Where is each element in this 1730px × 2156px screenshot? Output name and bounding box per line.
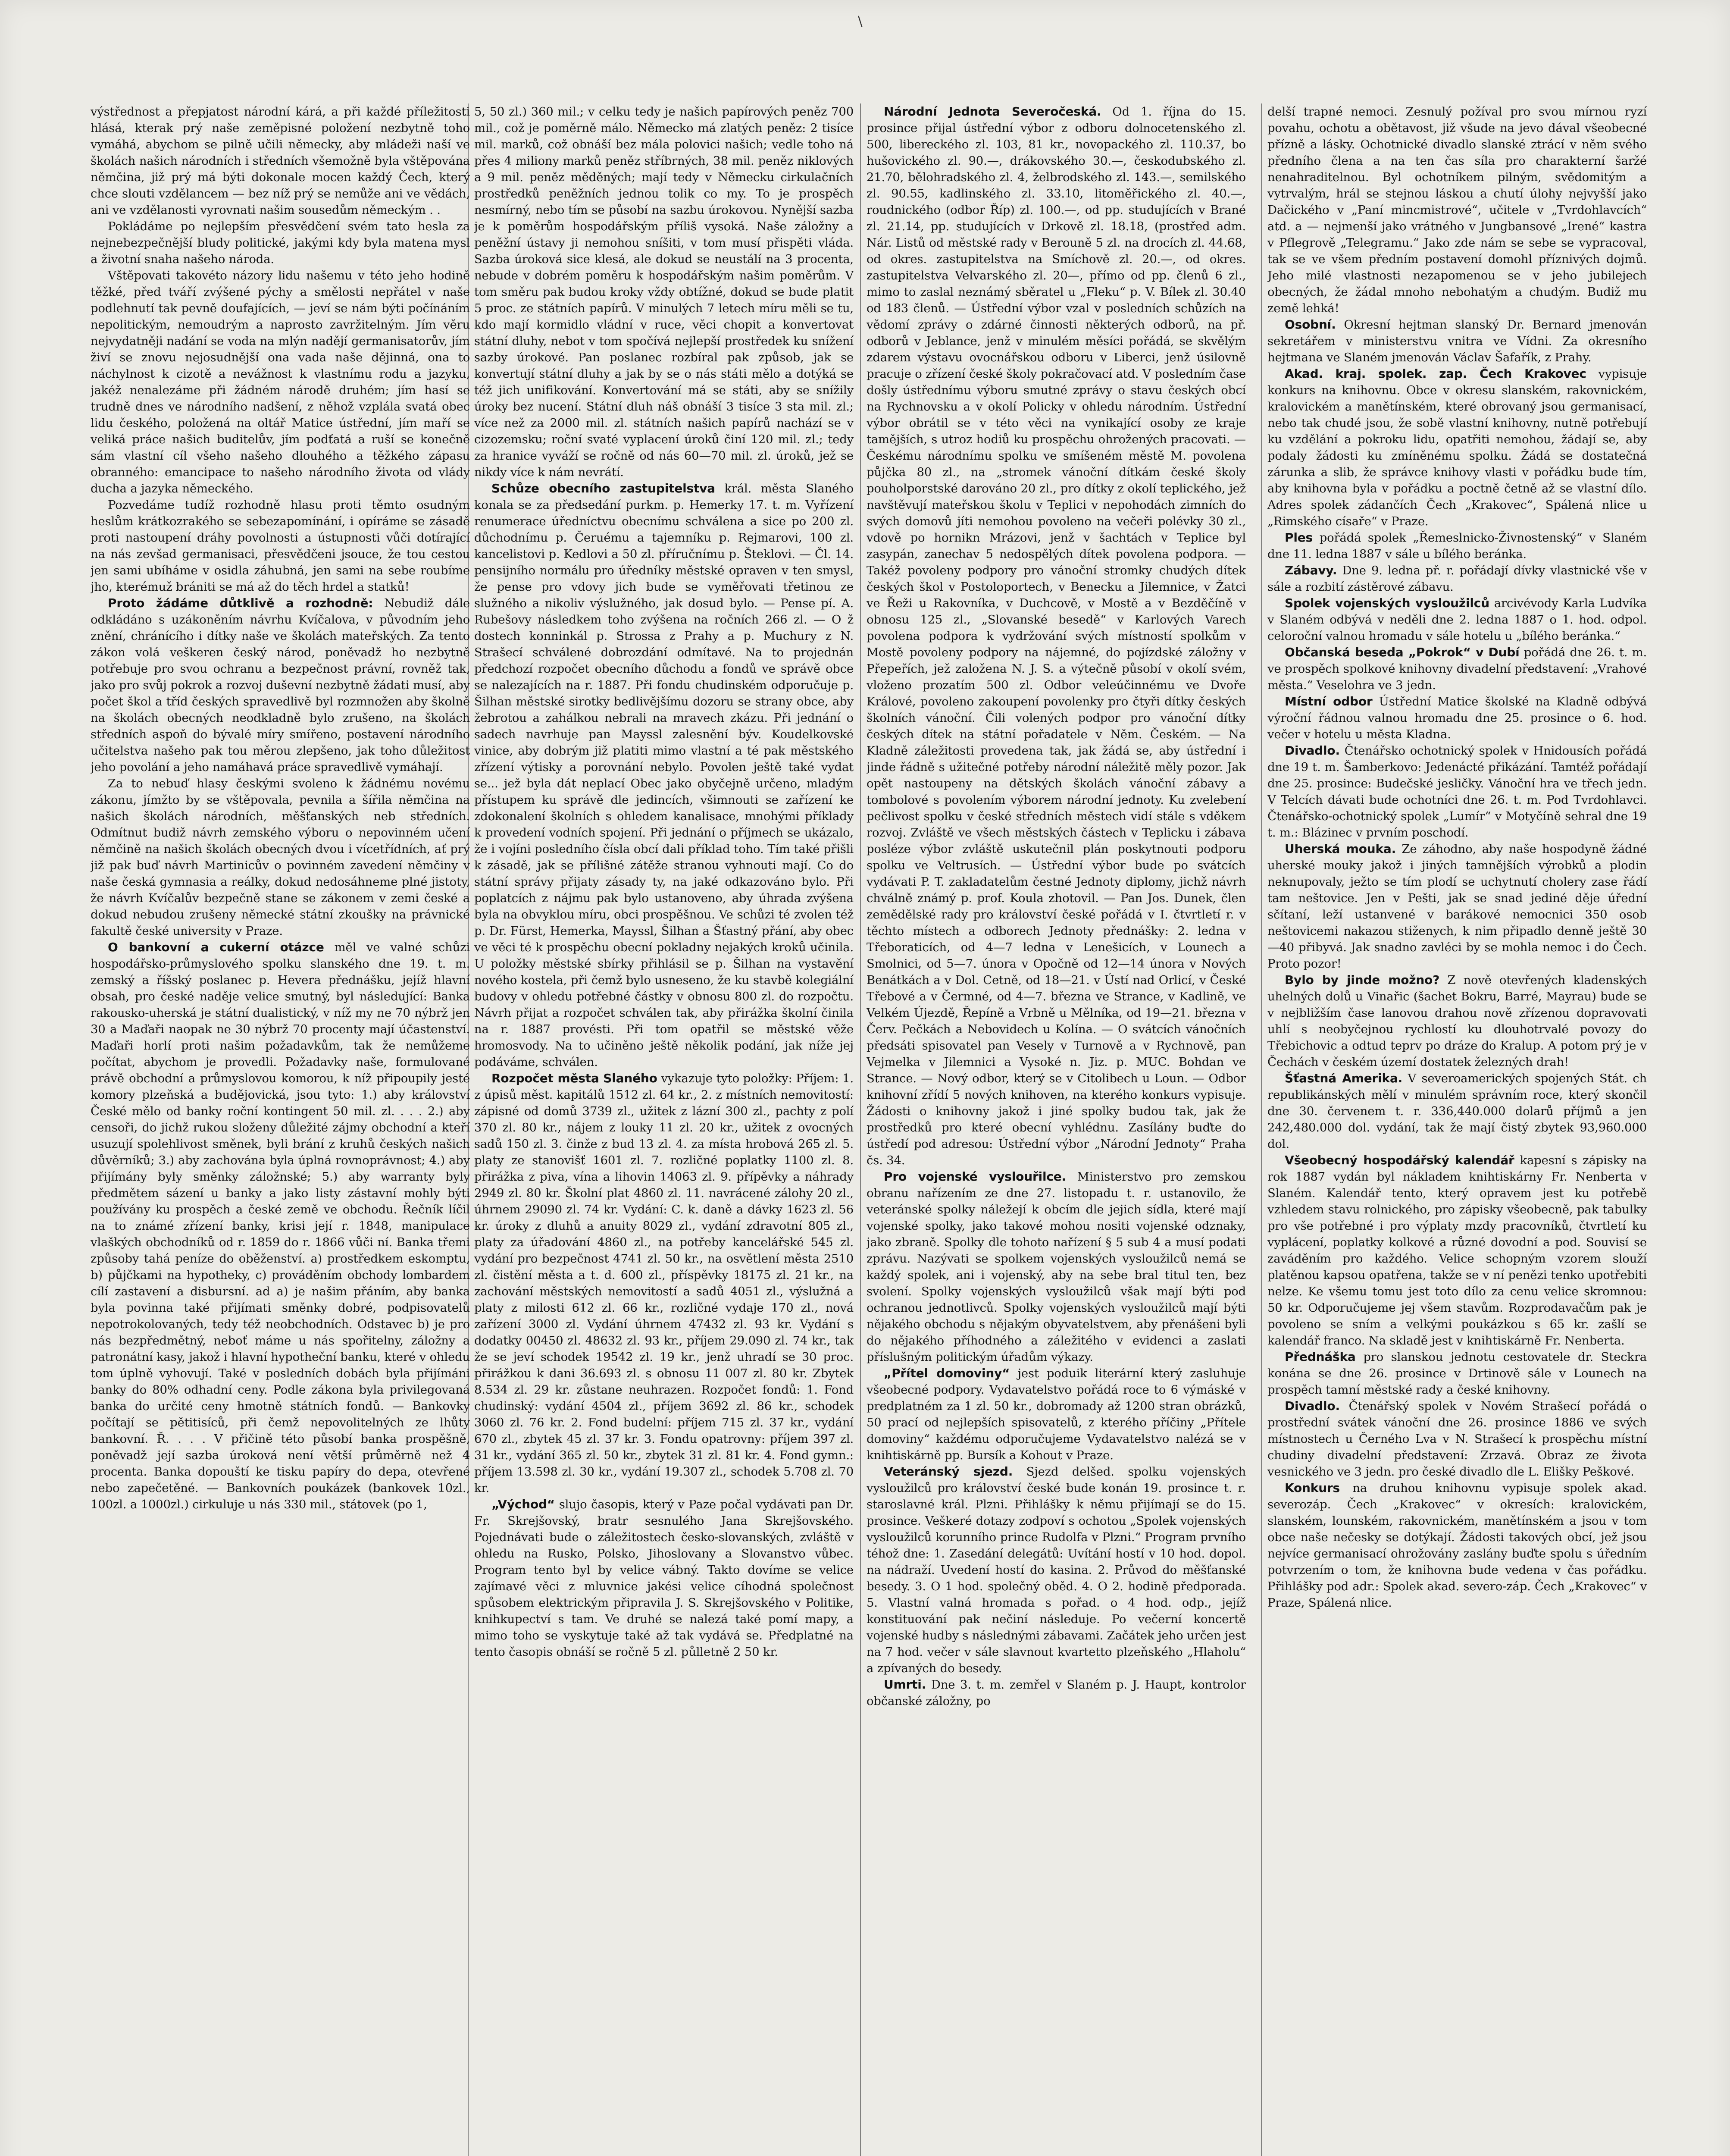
article-text: měl ve valné schůzi hospodářsko-průmyslového spolku slanského dne 19. t. m. zemský a říšský poslanec p. Hevera přednášku, jejíž hlavní obsah, pro české naděje velice smutný, byl následující: Banka rakousko-uherská je státní dualistický, v níž my ne 70 nýbrž jen 30 a Maďaři naopak ne 30 nýbrž 70 procenty mají účastenství. Maďaři horlí proti našim požadavkům, tak že nemůžeme počítat, abychom je provedli. Požadavky naše, formulované právě obchodní a průmyslovou komorou, k níž připoupily jesté komory plzeňská a budějovická, jsou tyto: 1.) aby království České mělo od banky roční kontingent 50 mil. zl. . . . 2.) aby censoři, do jichž rukou složeny důležité zájmy obchodní a kteří usuzují spolehlivost směnek, byli brání z kruhů českých našich důvěrníků; 3.) aby zachována byla úplná rovnoprávnost; 4.) aby přijímány byly směnky záložnské; 5.) aby warranty byly předmětem sázení u banky a jako listy zástavní mohly býti používány ku prospěch a české země ve obchodu. Řečník líčil na to známé zřízení banky, krisi její r. 1848, manipulace vlaškých obchodníků od r. 1859 do r. 1866 vůči ní. Banka třemi způsoby tahá peníze do oběženství. a) prostředkem eskomptu, b) půjčkami na hypotheky, c) prováděním obchody lombardem cílí zastavení a disbursní. ad a) je našim přáním, aby banka byla povinna také přijímati směnky dobré, podpisovatelů nepotrokolovaných, tedy též neobchodních. Odstavec b) je pro nás bezpředmětný, neboť máme u nás spořitelny, záložny a patronátní kasy, jakož i hlavní hypotheční banku, které v ohledu tom úplně vyhovují. Také v posledních dobách byla přijímáni banky do 80% odhadní ceny. Podle zákona byla privilegovaná banka do určité ceny hmotně státních fondů. — Bankovky počítají se pětitisíců, při čemž nepovolitelných ze lhůty bankovní. Ř. . . . V přičině této působí banka prospěšně, poněvadž její sazba úroková není větší průměrně než 4 procenta. Banka dopouští ke tisku papíry do depa, otevřené nebo zapečetěné. — Bankovních poukázek (bankovek 10zl., 100zl. a 1000zl.) cirkuluje u nás 330 mil., státovek (po 1, xyxy=(91,940,470,1511)
paragraph: Za to nebuď hlasy českými svoleno k žádnému novému zákonu, jímžto by se vštěpovala, pevnila a šířila němčina na našich školách národních, měšťanských neb středních. Odmítnut budiž návrh zemského výboru o nepovinném učení němčině na našich školách obecných dvou i vícetřídních, ať prý již pak buď návrh Martinicův o povinném zavedení němčiny v naše česká gymnasia a reálky, dokud nedosáhneme plné jistoty, že návrh Kvíčalův bezpečně stane se zákonem v zemi české a dokud nebudou zrušeny německé státní zkoušky na právnické fakultě české university v Praze. xyxy=(91,777,470,938)
article-text: Sjezd delšed. spolku vojenských vysloužilců pro království české bude konán 19. prosince t. r. staroslavné král. Plzni. Přihlášky k němu přijímají se do 15. prosince. Veškeré dotazy zodpoví s ochotou „Spolek vojenských vysloužilců korunního prince Rudolfa v Plzni.“ Program prvního téhož dne: 1. Zasedání delegátů: Uvítání hostí v 10 hod. dopol. na nádraží. Uvedení hostí do kasina. 2. Průvod do měšťanské besedy. 3. O 1 hod. společný oběd. 4. O 2. hodině předporada. 5. Vlastní valná hromada s pořad. o 4 hod. odp., jejíž konstituování pak nečiní následuje. Po večerní koncertě vojenské hudby s následnými zábavami. Začátek jeho určen jest na 7 hod. večer v sále slavnout kvartetto plzeňského „Hlaholu“ a zpívaných do besedy. xyxy=(867,1465,1246,1675)
article-heading: Bylo by jinde možno? xyxy=(1285,973,1440,987)
paragraph: Pozvedáme tudíž rozhodně hlasu proti těmto osudným heslům krátkozrakého se sebezapomínání, i opíráme se zásadě proti nastoupení dráhy povolnosti a ústupnosti vůči dotírající na nás zevšad germanisaci, přesvědčeni jsouce, že tou cestou jen sami ubíháme v osidla záhubná, jen sami na sebe roubíme jho, kterémuž brániti se má až do těch hrdel a statků! xyxy=(91,498,470,594)
article-heading: Zábavy. xyxy=(1285,563,1337,577)
column-rule xyxy=(860,103,861,2156)
article-heading: Akad. kraj. spolek. zap. Čech Krakovec xyxy=(1285,367,1586,381)
paragraph: Pokládáme po nejlepším přesvědčení svém tato hesla za nejnebezpečnější bludy politické, jakými kdy byla matena mysl a životní snaha našeho národa. xyxy=(91,219,470,266)
article-heading: Všeobecný hospodářský kalendář xyxy=(1285,1153,1514,1167)
article-heading: Rozpočet města Slaného xyxy=(491,1071,657,1085)
paragraph xyxy=(867,1365,1246,1463)
paragraph xyxy=(1267,1349,1647,1398)
article-text: Ze záhodno, aby naše hospodyně žádné uherské mouky jakož i jiných tamnějších výrobků a plodin neknupovaly, ježto se tím plodí se uchytnutí cholery zase řádí tam neštovice. Jen v Pešti, jak se snad jediné děje úřední sčítaní, leží ustanvené v barákové nemocnici 350 osob neštovicemi nakazou stiženych, k nim připadlo denně ještě 30—40 přibyvá. Jak snadno zavléci by se mohla nemoc i do Čech. Proto pozor! xyxy=(1267,842,1647,971)
article-heading: Národní Jednota Severočeská. xyxy=(884,104,1101,119)
article-text: Z nově otevřených kladenských uhelných dolů u Vinařic (šachet Bokru, Barré, Mayrau) bude se v nejbližším čase lanovou drahou nově zřízenou dopravovati uhlí s neobyčejnou rychlostí ku dlouhotrvalé povozy do Třebichovic a odtud teprv po dráze do Kralup. A potom prý je v Čechách v českém území dostatek železných drah! xyxy=(1267,973,1647,1069)
article-text: slujo časopis, který v Paze počal vydávati pan Dr. Fr. Skrejšovský, bratr sesnulého Jana Skrejšovského. Pojednávati bude o záležitostech česko-slovanských, zvláště v ohledu na Rusko, Polsko, Jihoslovany a Slovanstvo vůbec. Program tento byl by velice vábný. Takto dovíme se velice zajímavé věci z mluvnice jakési velice cíhodná společnost spůsobem elektrickým připravila J. S. Skrejšovského v Politike, knihkupectví s tam. Ve druhé se nalezá také pomí mapy, a mimo toho se vyskytuje také až tak vydává se. Předplatné na tento časopis obnáší se ročně 5 zl. půlletně 2 50 kr. xyxy=(474,1498,854,1659)
article-text: král. města Slaného konala se za předsedání purkm. p. Hemerky 17. t. m. Vyřízení renumerace úředníctvu obecnímu schválena a sice po 200 zl. důchodnímu p. Čeruému a tajemníku p. Rejmarovi, 100 zl. kancelistovi p. Kedlovi a 50 zl. příručnímu p. Šteklovi. — Čl. 14. pensijního normálu pro úředníky městské opraven v ten smysl, že pense pro vdovy jich bude se vyměřovati třetinou ze služného a nikoliv výslužného, jak dosud bylo. — Pense pí. A. Rubešovy následkem toho zvýšena na ročních 266 zl. — O ž dostech konninkál p. Strossa z Prahy a p. Muchury z N. Strašecí schválené dobrozdání odmítavé. Na to projednán předchozí rozpočet obecního důchodu a fondů ve správě obce se nalezajících na r. 1887. Při fondu chudinském odporučuje p. Šilhan městské sirotky bedlivějšímu dozoru se strany obce, aby žebrotou a zahálkou nebrali na mravech zkázu. Při jednání o sadech navrhuje pan Mayssl zalesnění býv. Koudelkovské vinice, aby dobrým již platiti mimo vlastní a té pak městského zřízení výtisky a porovnání nebylo. Povolen ještě také vydat se... jež byla dát neplací Obec jako obyčejně určeno, mladým přístupem ku správě dle jedincích, všimnouti se zařízení ke zdokonalení školních s ohledem kanalisace, mnohými příklady k provedení vodních spojení. Při jednání o příjmech se ukázalo, že i vojíni posledního čísla obcí dali příklad toho. Tím také přišli k zásadě, jak se přílišné zátěže stranou vyhnouti mají. Co do státní správy přijaty zásady ty, na jaké odkazováno bylo. Při poplatcích z nájmu pak bylo ustanoveno, aby úhrada zvýšena byla na obvyklou míru, obci prospěšnou. Ve schůzi té zvolen též p. Dr. Fürst, Hemerka, Mayssl, Šilhan a Šťastný přání, aby obec ve věci té k prospěchu obecní pokladny nejakých kroků učinila. U položky městské sbírky přihlásil se p. Šilhan na vystavění nového kostela, při čemž bylo usneseno, že ku stavbě kolegiální budovy v ohledu potřebné částky v obnosu 800 zl. do rozpočtu. Návrh přijat a rozpočet schválen tak, aby přirážka školní činila na r. 1887 provésti. Při tom opatřil se městské věže hromosvody. Na to učiněno ještě několik podání, jak níže jej podáváme, schválen. xyxy=(474,482,854,1069)
paragraph xyxy=(867,1463,1246,1677)
paragraph xyxy=(1267,693,1647,743)
paragraph xyxy=(1267,317,1647,366)
paragraph xyxy=(867,1677,1246,1709)
article-text: vykazuje tyto položky: Příjem: 1. z úpisů měst. kapitálů 1512 zl. 64 kr., 2. z místních nemovitostí: zápisné od domů 3739 zl., užitek z lázní 300 zl., pachty z polí 370 zl. 80 kr., nájem z louky 11 zl. 20 kr., užitek z ovocných sadů 150 zl. 3. činže z bud 13 zl. 4. za místa hrobová 265 zl. 5. platy ze stanovišť 1601 zl. 7. rozličné poplatky 1100 zl. 8. přirážka z piva, vína a lihovin 14063 zl. 9. přípěvky a náhrady 2949 zl. 80 kr. Školní plat 4860 zl. 11. navrácené zálohy 20 zl., úhrnem 29090 zl. 74 kr. Vydání: C. k. daně a dávky 1623 zl. 56 kr. úroky z dluhů a anuity 8029 zl., vydání zdravotní 805 zl., platy za úřadování 4860 zl., na potřeby kancelářské 545 zl. vydání pro bezpečnost 4741 zl. 50 kr., na osvětlení města 2510 zl. čistění města a t. d. 600 zl., příspěvky 18175 zl. 21 kr., na zachování městských nemovitostí a sadů 4051 zl., výslužná a platy z milosti 612 zl. 66 kr., rozličné vydaje 170 zl., nová zařízení 3000 zl. Vydání úhrnem 47432 zl. 93 kr. Vydání s dodatky 00450 zl. 48632 zl. 93 kr., příjem 29.090 zl. 74 kr., tak že se jeví schodek 19542 zl. 19 kr., jenž uhradí se 30 proc. přirážkou k dani 36.693 zl. s obnosu 11 007 zl. 80 kr. Zbytek 8.534 zl. 29 kr. zůstane neuhrazen. Rozpočet fondů: 1. Fond chudinský: vydání 4504 zl., příjem 3692 zl. 86 kr., schodek 3060 zl. 76 kr. 2. Fond budelní: příjem 715 zl. 37 kr., vydání 670 zl., zbytek 45 zl. 37 kr. 3. Fondu opatrovny: příjem 397 zl. 31 kr., vydání 365 zl. 50 kr., zbytek 31 zl. 81 kr. 4. Fond gymn.: příjem 13.598 zl. 30 kr., vydání 19.307 zl., schodek 5.708 zl. 70 kr. xyxy=(474,1072,854,1495)
paragraph xyxy=(1267,595,1647,644)
article-heading: Divadlo. xyxy=(1285,1399,1340,1413)
article-text: V severoamerických spojených Stát. ch republikánských mělí v minulém správním roce, který skončil dne 30. červenem t. r. 336,440.000 dolarů příjmů a jen 242,480.000 dol. vydání, tak že mají čistý zbytek 93,960.000 dol. xyxy=(1267,1072,1647,1151)
paragraph xyxy=(1267,743,1647,841)
article-text: kapesní s zápisky na rok 1887 vydán byl nákladem knihtiskárny Fr. Nenberta v Slaném. Kalendář tento, který opravem jest ku potřebě vzhledem stavu rolnického, pro zápisky všeobecně, pak tabulky pro vše potřebné i pro výplaty mzdy pracovníků, čtvrtletí ku vyplácení, poplatky kolkové a různé dovodní a pod. Souvisí se zaváděním pro každého. Velice schopným vzorem slouží platěnou kapsou opatřena, takže se v ní penězi tenko upotřebiti nelze. Ke všemu tomu jest toto dílo za cenu velice skromnou: 50 kr. Odporučujeme jej všem stavům. Rozprodavačům pak je povoleno se sním a velkými poukázkou s 65 kr. zašlí se kalendář franco. Na skladě jest v knihtiskárně Fr. Nenberta. xyxy=(1267,1153,1647,1348)
article-heading: Šťastná Amerika. xyxy=(1285,1071,1403,1085)
article-text: Dne 3. t. m. zemřel v Slaném p. J. Haupt, kontrolor občanské záložny, po xyxy=(867,1678,1246,1708)
paragraph xyxy=(1267,1480,1647,1611)
article-heading: Divadlo. xyxy=(1285,743,1340,758)
article-text: Nebudiž dále odkládáno s uzákoněním návrhu Kvíčalova, v původním jeho znění, chránícího i dítky naše ve školách mateřských. Za tento zákon volá veškeren český národ, poněvadž ho nezbytně potřebuje pro svou ochranu a bezpečnost právní, rovněž tak, jako pro svůj pokrok a rozvoj duševní nezbytně žádati musí, aby počet škol a tříd českých spravedlivě byl rozmnožen aby školně na školách obecných neodkladně bylo zrušeno, na školách středních aspoň do bývalé míry smířeno, postavení národního učitelstva našeho pak tou měrou zlepšeno, jak toho důležitost jeho povolání a jeho namáhavá práce spravedlivě vymáhají. xyxy=(91,596,470,774)
paragraph xyxy=(1267,1398,1647,1480)
article-heading: Spolek vojenských vysloužilců xyxy=(1285,596,1489,610)
paragraph xyxy=(1267,972,1647,1070)
column-3 xyxy=(867,103,1246,2156)
article-text: arcivévody Karla Ludvíka v Slaném odbývá v neděli dne 2. ledna 1887 o 1. hod. odpol. celoroční valnou hromadu v sále hotelu u „bílého beránka.“ xyxy=(1267,596,1647,643)
column-4 xyxy=(1267,103,1647,2156)
article-heading: Schůze obecního zastupitelstva xyxy=(491,481,715,495)
paragraph: delší trapné nemoci. Zesnulý požíval pro svou mírnou ryzí povahu, ochotu a obětavost, již všude na jevo dával všeobecné přízně a lásky. Ochotnické divadlo slanské ztrácí v něm svého předního člena a na ten čas síla pro charakterní šaržé nenahraditelnou. Byl ochotníkem pilným, svědomitým a vytrvalým, hrál se stejnou láskou a chutí úlohy nejvyšší jako Dačického v „Paní mincmistrové“, učitele v „Tvrdohlavcích“ atd. a — nejmenší jako vrátného v Jungbansové „Irené“ kastra v Pflegrově „Telegramu.“ Jako zde nám se sebe se vypracoval, tak se ve všem předním postavení domohl příznivých dojmů. Jeho milé vlastnosti nezapomenou se v jeho jubilejech obecných, že žádal mnoho nebohatým a chudým. Budiž mu země lehká! xyxy=(1267,105,1647,315)
article-text: pořádá dne 26. t. m. ve prospěch spolkové knihovny divadelní představení: „Vrahové města.“ Veselohra ve 3 jedn. xyxy=(1267,646,1647,692)
scan-mark: \ xyxy=(858,13,863,29)
article-heading: O bankovní a cukerní otázce xyxy=(108,940,324,954)
article-text: Od 1. října do 15. prosince přijal ústřední výbor z odboru dolnocetenského zl. 500, libereckého zl. 103, 81 kr., novopackého zl. 110.37, bo hušovického zl. 90.—, drákovského 30.—, českodubského zl. 21.70, bělohradského zl. 4, želbrodského zl. 143.—, semilského zl. 90.55, kadlinského zl. 33.10, litoměřického zl. 40.—, roudnického (odbor Říp) zl. 100.—, od pp. studujících v Brané zl. 21.14, pp. studujících v Drkově zl. 18.18, (prostřed adm. Nár. Listů od městské rady v Berouně 5 zl. na drocích zl. 44.68, od okres. zastupitelstva na Smíchově zl. 20.—, od okres. zastupitelstva Velvarského zl. 20—, přímo od pp. členů 6 zl., mimo to zaslal neznámý sběratel u „Fleku“ p. V. Bílek zl. 30.40 od 183 členů. — Ústřední výbor vzal v posledních schůzích na vědomí zprávy o zdárné činnosti některých odborů, na př. odborů v Jeblance, jenž v minulém měsíci pořádá, se skvělým zdarem výstavu ovocnářskou odboru v Liberci, jenž úsilovně pracuje o zřízení české školy pokračovací atd. V posledním čase došly ústřednímu výboru smutné zprávy o stavu českých obcí na Rychnovsku a v okolí Policky v ohledu národním. Ústřední výbor obrátil se v této věci na vynikající osoby ze kraje tamějších, s utroz hodiů ku prospěchu ohrožených pracovati. — Českému národnímu spolku ve smíšeném městě M. povolena půjčka 80 zl., na „stromek vánoční dítkám české školy pouholporstské darováno 20 zl., pro dítky z okolí teplického, jež navštěvují mateřskou školu v Teplici v nepohodách zimních do svých domovů jíti nemohou povoleno na večeři polévky 30 zl., vdově po hornikn Mrázovi, jenž v šachtách v Teplice byl zasypán, zanechav 5 nedospělých dítek povolena podpora. — Takéž povoleny podpory pro vánoční stromky chudých dítek českých škol v Postoloportech, v Benecku a Jilemnice, v Žatci ve Řeži u Rakovníka, v Duchcově, v Mostě a v Bezděčíně v obnosu 125 zl., „Slovanské besedě“ v Karlových Varech povolena podpora k vydržování svých místností spolkům v Mostě povoleny podpory na nájemné, do pojízdské záložny v Přepeřích, jež založena N. J. S. a výtečně působí v okolí svém, vloženo prozatím 500 zl. Odbor veleúčinnému ve Dvoře Králové, povoleno zakoupení povolenky pro čtyři dítky českých školních vánoční. Čili volených podpor pro vánoční dítky českých dítek na státní pořadatele v Něm. Českém. — Na Kladně záležitosti provedena tak, jak žádá se, aby ústřední i jinde řádně s užitečné potřeby národní náležitě měly pozor. Jak opět nastoupeny na dětských školách vánoční zábavy a tombolové s povolením výborem národní jednoty. Ku zvelebení pečlivost spolku v české středních městech vidí stále s vděkem rozvoj. Zvláště ve všech městských částech v Teplicku i zábava posléze výbor zvláště uskutečnil plán poskytnouti podporu spolku ve Veltrusích. — Ústřední výbor bude po svátcích vydávati P. T. zakladatelům čestné Jednoty diplomy, jichž návrh chválně známý p. prof. Koula zhotovil. — Pan Jos. Dunek, člen zemědělské rady pro království české pořádá v I. čtvrtletí r. v těchto místech a odborech Jednoty přednášky: 2. ledna v Třeboraticích, od 4—7 ledna v Lenešicích, v Lounech a Smolnici, od 5—7. února v Opočně od 12—14 února v Nových Benátkách a v Dol. Cetně, od 18—21. v Ústí nad Orlicí, v České Třebové a v Čermné, od 4—7. března ve Strance, v Kadlině, ve Velkém Újezdě, Řepíně a Vrbně u Mělníka, od 19—21. března v Červ. Pečkách a Nebovidech u Kolína. — O svátcích vánočních předsáti spisovatel pan Vesely v Turnově a v Rychnově, pan Vejmelka v Jilemnici a Vysoké n. Jiz. p. MUC. Bohdan ve Strance. — Nový odbor, který se v Citolibech u Loun. — Odbor knihovní zřídí 5 nových knihoven, na kterého konkurs vypisuje. Žádosti o knihovny jakož i jiné spolky budou tak, jak že prostředků pro které obecní vyhlédnu. Zasílány buďte do ústředí pod adresou: Ústřední výbor „Národní Jednoty“ Praha čs. 34. xyxy=(867,105,1246,1167)
article-text: vypisuje konkurs na knihovnu. Obce v okresu slanském, rakovnickém, kralovickém a manětínském, které obrovaný jsou germanisací, nebo tak chudé jsou, že sobě vlastní knihovny, nutně potřebují ku vzdělání a pokroku lidu, opatřiti nemohou, žádají se, aby podaly žádosti ku zmíněnému spolku. Žádá se dostatečná zárunka a slib, že správce knihovy vlasti v pořádku bude tím, aby knihovna byla v pořádku a poctně četně až se vlastní dílo. Adres spolek zádančích Čech „Krakovec“, Spálená nlice u „Rimského císaře“ v Praze. xyxy=(1267,367,1647,528)
article-text: Čtenářsko ochotnický spolek v Hnidousích pořádá dne 19 t. m. Šamberkovo: Jedenácté přikázání. Tamtéž pořádají dne 25. prosince: Budečské jesličky. Vánoční hra ve třech jedn. V Telcích dávati bude ochotníci dne 26. t. m. Pod Tvrdohlavci. Čtenářsko-ochotnický spolek „Lumír“ v Motyčíně sehral dne 19 t. m.: Blázinec v prvním poschodí. xyxy=(1267,744,1647,840)
paragraph: 5, 50 zl.) 360 mil.; v celku tedy je našich papírových peněz 700 mil., což je poměrně málo. Německo má zlatých peněz: 2 tisíce mil. marků, což obnáší bez mála polovici našich; vedle toho ná přes 4 miliony marků peněz stříbrných, 38 mil. peněz niklových a 9 mil. peněz měděných; mají tedy v Německu cirkulačních prostředků peněžních jednou tolik co my. To je prospěch nesmírný, nebo tím se působí na sazbu úrokovou. Nynější sazba je k poměrům hospodářským příliš vysoká. Naše záložny a peněžní ústavy ji nemohou sníšiti, v tom musí přispěti vláda. Sazba úroková sice klesá, ale dokud se neustálí na 3 procenta, nebude v dobrém poměru k hospodářským našim poměrům. V tom směru pak budou kroky vždy obtížné, dokud se bude platit 5 proc. ze státních papírů. V minulých 7 letech míru měli se tu, kdo mají kormidlo vládní v ruce, věci chopit a konvertovat státní dluhy, nebot v tom spočívá nejlepší prostředek ku snížení sazby úrokové. Pan poslanec rozbíral pak způsob, jak se konvertují státní dluhy a jak by se o nás státi mělo a dotýká se též jich unifikování. Konvertování má se státi, aby se snížily úroky bez nucení. Státní dluh náš obnáší 3 tisíce 3 sta mil. zl.; více než za 2000 mil. zl. státních našich papírů nachází se v cizozemsku; roční svaté vyplacení úroků činí 120 mil. zl.; tedy za hranice vyváží se ročně od nás 60—70 mil. zl. úroků, jež se nikdy více k nám nevrátí. xyxy=(474,105,854,479)
article-text: Dne 9. ledna př. r. pořádají dívky vlastnické vše v sále a rozbití zástěrové zábavu. xyxy=(1267,564,1647,594)
article-heading: Ples xyxy=(1285,530,1313,545)
article-text: na druhou knihovnu vypisuje spolek akad. severozáp. Čech „Krakovec“ v okresích: kralovickém, slanském, lounském, rakovnickém, manětínském a jsou v tom obce naše nečesky se dotýkají. Žádosti takových obcí, jež jsou nejvíce germanisací ohrožovány zaslány buďte spolu s úředním potvrzením o tom, že knihovna bude vedena v čas pořádku. Přihlášky pod adr.: Spolek akad. severo-záp. Čech „Krakovec“ v Praze, Spálená nlice. xyxy=(1267,1481,1647,1610)
column-1 xyxy=(91,103,470,2156)
paragraph: Vštěpovati takovéto názory lidu našemu v této jeho hodině těžké, před tváří zvýšené pýchy a smělosti nepřátel v naše podlehnutí tak pevně doufajících, — jeví se nám býti počínáním nepolitickým, nemoudrým a naprosto zavržitelným. Jím věru nejvydatněji nadání se voda na mlýn nadějí germanisatorův, jím živí se znovu nejosudnější ona vada naše dějinná, ona to náchylnost k cizotě a nevážnost k vlastnímu rodu a jazyku, jakéž nenalezáme při žádném národě druhém; jím hasí se trudně dnes ve národního nadšení, z něhož vzplála svatá obec lidu českého, položená na oltář Matice ústřední, jím maří se veliká práce našich buditelův, jím podťatá a ruší se konečně sám vlastní cíl všeho našeho dlouhého a těžkého zápasu obranného: emancipace to našeho národního života od vlády ducha a jazyka německého. xyxy=(91,269,470,495)
article-heading: „Východ“ xyxy=(491,1497,555,1511)
paragraph: výstřednost a přepjatost národní kárá, a při každé příležitosti hlásá, kterak prý naše zeměpisné položení nezbytně toho vymáhá, abychom se pilně učili německy, aby mládeži naší ve školách našich národních i středních všemožně byla vštěpována němčina, již prý má býti dokonale mocen každý Čech, který chce slouti vzdělancem — bez níž prý se nemůže ani ve vědách, ani ve vzdělanosti vyrovnati našim sousedům německým . . xyxy=(91,105,470,217)
paragraph xyxy=(474,480,854,1070)
article-text: Čtenářský spolek v Novém Strašecí pořádá o prostřední svátek vánoční dne 26. prosince 1886 ve svých místnostech u Černého Lva v N. Strašecí k prospěchu místní chudiny divadelní představení: Zrzavá. Obraz ze života vesnického ve 3 jedn. pro české divadlo dle L. Elišky Peškové. xyxy=(1267,1399,1647,1479)
article-text: Ústřední Matice školské na Kladně odbývá výroční řádnou valnou hromadu dne 25. prosince o 6. hod. večer v hotelu u města Kladna. xyxy=(1267,695,1647,741)
article-heading: Přednáška xyxy=(1285,1350,1356,1364)
column-rule xyxy=(1261,103,1262,2156)
article-heading: Občanská beseda „Pokrok“ v Dubí xyxy=(1285,645,1520,659)
paragraph xyxy=(867,103,1246,1169)
column-2 xyxy=(474,103,854,2156)
paragraph xyxy=(1267,1152,1647,1349)
paragraph xyxy=(474,1496,854,1660)
paragraph xyxy=(91,595,470,775)
paragraph xyxy=(91,939,470,1513)
article-heading: Konkurs xyxy=(1285,1481,1340,1495)
article-heading: Umrti. xyxy=(884,1677,926,1692)
article-text: Okresní hejtman slanský Dr. Bernard jmenován sekretářem v ministerstvu vnitra ve Vídni. Za okresního hejtmana ve Slaném jmenován Václav Šafařík, z Prahy. xyxy=(1267,318,1647,364)
paragraph xyxy=(1267,366,1647,530)
article-heading: Místní odbor xyxy=(1285,694,1373,708)
article-text: pro slanskou jednotu cestovatele dr. Steckra konána se dne 26. prosince v Drtinově sále v Lounech na prospěch tamní městské rady a české knihovny. xyxy=(1267,1350,1647,1397)
article-heading: Veteránský sjezd. xyxy=(884,1464,1013,1479)
paragraph xyxy=(1267,530,1647,562)
article-heading: Proto žádáme důtklivě a rozhodně: xyxy=(108,596,373,610)
paragraph xyxy=(474,1070,854,1496)
paragraph xyxy=(1267,644,1647,693)
newspaper-page xyxy=(73,103,1655,2156)
paragraph xyxy=(1267,562,1647,595)
article-text: Ministerstvo pro zemskou obranu nařízením ze dne 27. listopadu t. r. ustanovilo, že veteránské spolky náležejí k obcím dle jejich sídla, které mají vojenské spolky, jako takové mohou nositi vojenské odznaky, jako zbraně. Spolky dle tohoto nařízení § 5 sub 4 a musí podati zprávu. Nazývati se spolkem vojenských vysloužilců nemá se každý spolek, ani i vojenský, aby na sebe bral titul ten, bez svolení. Spolky vojenských vysloužilců však mají býti pod ochranou jednotlivců. Spolky vojenských vysloužilců mají býti nějakého obchodu s nějakým obyvatelstvem, aby přenášeni byli do nějakého příhodného a záležitého v evidenci a zaslati příslušným politickým úřadům výkazy. xyxy=(867,1170,1246,1364)
paragraph xyxy=(867,1169,1246,1365)
article-text: jest poduik literární který zasluhuje všeobecné podpory. Vydavatelstvo pořádá roce to 6 výmáské v predplatném za 1 zl. 50 kr., dobromady až 1200 stran obrázků, 50 prací od nejlepších spisovatelů, z kterého příčiny „Přítele domoviny“ každému odporučujeme Vydavatelstvo nalézá se v knihtiskárně pp. Bursík a Kohout v Praze. xyxy=(867,1366,1246,1462)
article-heading: Osobní. xyxy=(1285,317,1336,332)
article-heading: „Přítel domoviny“ xyxy=(884,1366,1010,1380)
paragraph xyxy=(1267,1070,1647,1152)
article-text: pořádá spolek „Řemeslnicko-Živnostenský“ v Slaném dne 11. ledna 1887 v sále u bílého beránka. xyxy=(1267,531,1647,561)
article-heading: Pro vojenské vyslouřilce. xyxy=(884,1169,1066,1184)
article-heading: Uherská mouka. xyxy=(1285,842,1396,856)
paragraph xyxy=(1267,841,1647,972)
